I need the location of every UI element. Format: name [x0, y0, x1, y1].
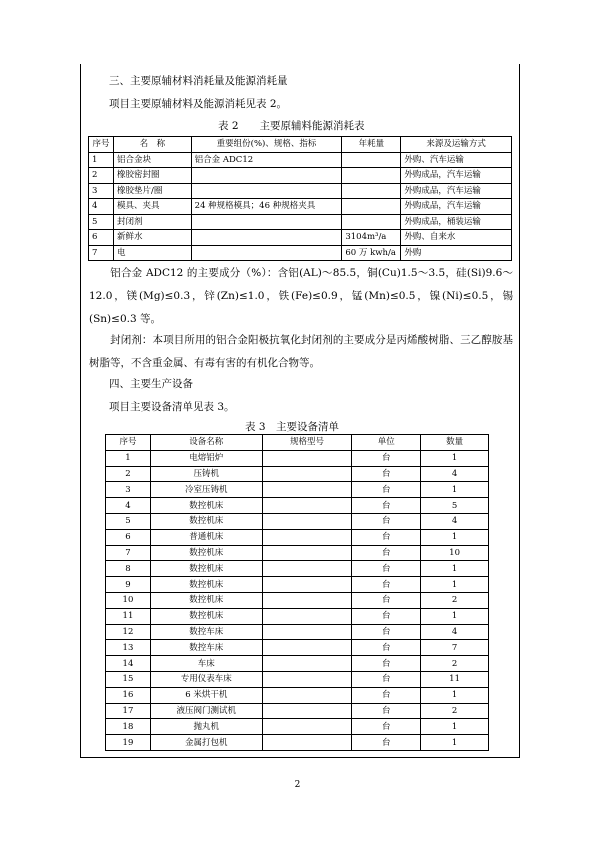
table-cell: 18	[106, 719, 151, 735]
table-cell: 1	[421, 735, 489, 751]
table-cell: 台	[352, 577, 421, 593]
table3-caption: 表 3 主要设备清单	[245, 421, 340, 433]
table-cell	[262, 529, 352, 545]
table-cell	[342, 199, 401, 215]
table-cell: 1	[421, 529, 489, 545]
table2-header-row	[89, 137, 512, 153]
table-cell: 台	[352, 735, 421, 751]
table-cell: 24 种规格模具；46 种规格夹具	[191, 199, 342, 215]
table-row	[106, 719, 489, 735]
table-cell: 台	[352, 608, 421, 624]
table-cell	[262, 466, 352, 482]
table-cell	[262, 719, 352, 735]
table-cell: 橡胶垫片/圈	[113, 183, 191, 199]
table-cell: 台	[352, 719, 421, 735]
table-row	[106, 466, 489, 482]
table-cell: 1	[421, 561, 489, 577]
table-cell	[342, 214, 401, 230]
table-cell: 7	[106, 545, 151, 561]
table-cell: 抛丸机	[150, 719, 262, 735]
table-cell: 4	[89, 199, 114, 215]
table-cell: 车床	[150, 656, 262, 672]
table-cell	[262, 482, 352, 498]
table-row	[106, 561, 489, 577]
table-cell: 6	[106, 529, 151, 545]
table-cell: 数控机床	[150, 608, 262, 624]
table-row	[106, 703, 489, 719]
table-cell: 13	[106, 640, 151, 656]
sealant-paragraph: 封闭剂：本项目所用的铝合金阳极抗氧化封闭剂的主要成分是丙烯酸树脂、三乙醇胺基树脂等，不含重金属、有毒有害的有机化合物等。	[89, 334, 513, 369]
table-cell: 铝合金块	[113, 152, 191, 168]
table-row	[106, 577, 489, 593]
column-header: 名 称	[113, 137, 191, 153]
table-cell: 外购	[401, 245, 512, 261]
table-cell	[262, 640, 352, 656]
table-cell	[191, 230, 342, 246]
table-cell: 台	[352, 624, 421, 640]
column-header: 规格型号	[262, 435, 352, 451]
table-cell: 5	[89, 214, 114, 230]
table-cell: 台	[352, 498, 421, 514]
table-cell	[262, 656, 352, 672]
table-cell: 台	[352, 482, 421, 498]
table-cell	[262, 687, 352, 703]
table-cell: 数控机床	[150, 592, 262, 608]
table-row	[106, 498, 489, 514]
table-row	[106, 513, 489, 529]
table-cell: 台	[352, 703, 421, 719]
table-cell: 数控机床	[150, 577, 262, 593]
table-cell	[262, 735, 352, 751]
table-cell: 1	[421, 608, 489, 624]
table-cell: 1	[421, 687, 489, 703]
table-row	[106, 529, 489, 545]
table-cell: 数控机床	[150, 561, 262, 577]
table-cell: 台	[352, 466, 421, 482]
table-row	[106, 624, 489, 640]
table-cell	[262, 498, 352, 514]
section3-title: 三、主要原辅材料消耗量及能源消耗量	[109, 75, 288, 87]
table-cell: 台	[352, 671, 421, 687]
table-cell: 4	[421, 466, 489, 482]
table-row	[106, 671, 489, 687]
table-cell: 16	[106, 687, 151, 703]
alloy-composition-paragraph: 铝合金 ADC12 的主要成分（%）：含铝(AL)～85.5，铜(Cu)1.5～3.5，硅(Si)9.6～12.0，镁(Mg)≤0.3，锌(Zn)≤1.0，铁(Fe)≤0.9，锰(Mn)≤0.5，镍(Ni)≤0.5，锡(Sn)≤0.3 等。	[89, 267, 513, 325]
table-cell	[342, 168, 401, 184]
table-row	[106, 482, 489, 498]
table-cell: 6 米烘干机	[150, 687, 262, 703]
table-cell	[262, 450, 352, 466]
table-cell: 14	[106, 656, 151, 672]
table-cell: 专用仪表车床	[150, 671, 262, 687]
materials-table	[88, 136, 512, 261]
table-cell: 7	[89, 245, 114, 261]
table-row	[89, 245, 512, 261]
table-cell: 9	[106, 577, 151, 593]
table-cell: 数控机床	[150, 498, 262, 514]
table-cell: 17	[106, 703, 151, 719]
table-cell: 2	[89, 168, 114, 184]
table-row	[106, 592, 489, 608]
table-row	[106, 656, 489, 672]
table-cell: 10	[421, 545, 489, 561]
table-cell: 5	[106, 513, 151, 529]
table-cell: 19	[106, 735, 151, 751]
table-cell: 压铸机	[150, 466, 262, 482]
table-row	[89, 183, 512, 199]
table-cell: 台	[352, 656, 421, 672]
table-cell	[262, 545, 352, 561]
table-cell: 60 万 kwh/a	[342, 245, 401, 261]
table-cell	[262, 561, 352, 577]
table-cell	[262, 671, 352, 687]
table-cell: 3	[106, 482, 151, 498]
table-cell: 台	[352, 529, 421, 545]
table-cell: 橡胶密封圈	[113, 168, 191, 184]
table-cell: 外购成品，汽车运输	[401, 183, 512, 199]
column-header: 序号	[106, 435, 151, 451]
table-row	[106, 687, 489, 703]
table-cell: 新鲜水	[113, 230, 191, 246]
table-cell: 数控机床	[150, 513, 262, 529]
table-cell: 4	[421, 513, 489, 529]
section3-intro: 项目主要原辅材料及能源消耗见表 2。	[109, 98, 288, 110]
table-cell: 台	[352, 545, 421, 561]
table-cell: 台	[352, 513, 421, 529]
section4-title: 四、主要生产设备	[109, 378, 193, 390]
table-cell: 12	[106, 624, 151, 640]
equipment-table	[105, 434, 489, 751]
table-cell: 3	[89, 183, 114, 199]
table-cell: 4	[421, 624, 489, 640]
table-cell	[262, 577, 352, 593]
table-cell	[191, 183, 342, 199]
table-cell: 外购、自来水	[401, 230, 512, 246]
page-number: 2	[294, 780, 301, 790]
table-row	[106, 735, 489, 751]
table3-body	[106, 450, 489, 750]
table-row	[106, 640, 489, 656]
table-row	[89, 230, 512, 246]
table-cell	[342, 152, 401, 168]
table-cell	[262, 703, 352, 719]
column-header: 序号	[89, 137, 114, 153]
table-cell: 普通机床	[150, 529, 262, 545]
table-cell	[342, 183, 401, 199]
column-header: 来源及运输方式	[401, 137, 512, 153]
table-cell: 2	[106, 466, 151, 482]
table-cell: 液压阀门测试机	[150, 703, 262, 719]
table-cell	[262, 608, 352, 624]
table-cell: 4	[106, 498, 151, 514]
table-cell: 1	[106, 450, 151, 466]
table-cell	[262, 592, 352, 608]
table-cell: 台	[352, 640, 421, 656]
table-row	[89, 199, 512, 215]
column-header: 单位	[352, 435, 421, 451]
table-cell: 金属打包机	[150, 735, 262, 751]
table-cell: 数控机床	[150, 545, 262, 561]
table-row	[89, 168, 512, 184]
table-cell	[191, 214, 342, 230]
table-row	[89, 152, 512, 168]
table2-body	[89, 152, 512, 261]
table-cell: 外购、汽车运输	[401, 152, 512, 168]
table-row	[106, 450, 489, 466]
table-cell: 台	[352, 561, 421, 577]
table-cell: 5	[421, 498, 489, 514]
table-cell	[191, 245, 342, 261]
table-cell: 7	[421, 640, 489, 656]
table-cell: 外购成品，汽车运输	[401, 199, 512, 215]
table-cell: 1	[89, 152, 114, 168]
table-cell	[191, 168, 342, 184]
table-cell: 3104m³/a	[342, 230, 401, 246]
table-cell: 2	[421, 592, 489, 608]
table-cell: 模具、夹具	[113, 199, 191, 215]
table-cell: 外购成品，桶装运输	[401, 214, 512, 230]
table-cell: 封闭剂	[113, 214, 191, 230]
table-cell: 铝合金 ADC12	[191, 152, 342, 168]
table-row	[106, 545, 489, 561]
table-cell: 外购成品，汽车运输	[401, 168, 512, 184]
table-cell: 10	[106, 592, 151, 608]
table-cell: 2	[421, 656, 489, 672]
table2-caption: 表 2 主要原辅料能源消耗表	[218, 120, 365, 132]
table-cell: 1	[421, 577, 489, 593]
table-cell: 数控车床	[150, 640, 262, 656]
table-cell: 数控车床	[150, 624, 262, 640]
table-cell: 冷室压铸机	[150, 482, 262, 498]
table-cell: 2	[421, 703, 489, 719]
table3-header-row	[106, 435, 489, 451]
column-header: 重要组份(%)、规格、指标	[191, 137, 342, 153]
table-cell: 8	[106, 561, 151, 577]
table-cell: 电	[113, 245, 191, 261]
table-cell: 电熔铝炉	[150, 450, 262, 466]
column-header: 数量	[421, 435, 489, 451]
table-cell: 6	[89, 230, 114, 246]
table-cell: 台	[352, 450, 421, 466]
table-cell: 台	[352, 687, 421, 703]
table-cell: 11	[421, 671, 489, 687]
section4-intro: 项目主要设备清单见表 3。	[109, 401, 235, 413]
table-row	[89, 214, 512, 230]
table-cell: 1	[421, 719, 489, 735]
table-cell: 11	[106, 608, 151, 624]
table-cell: 15	[106, 671, 151, 687]
table-cell: 台	[352, 592, 421, 608]
table-cell	[262, 624, 352, 640]
table-row	[106, 608, 489, 624]
table-cell	[262, 513, 352, 529]
table-cell: 1	[421, 450, 489, 466]
column-header: 设备名称	[150, 435, 262, 451]
table-cell: 1	[421, 482, 489, 498]
column-header: 年耗量	[342, 137, 401, 153]
